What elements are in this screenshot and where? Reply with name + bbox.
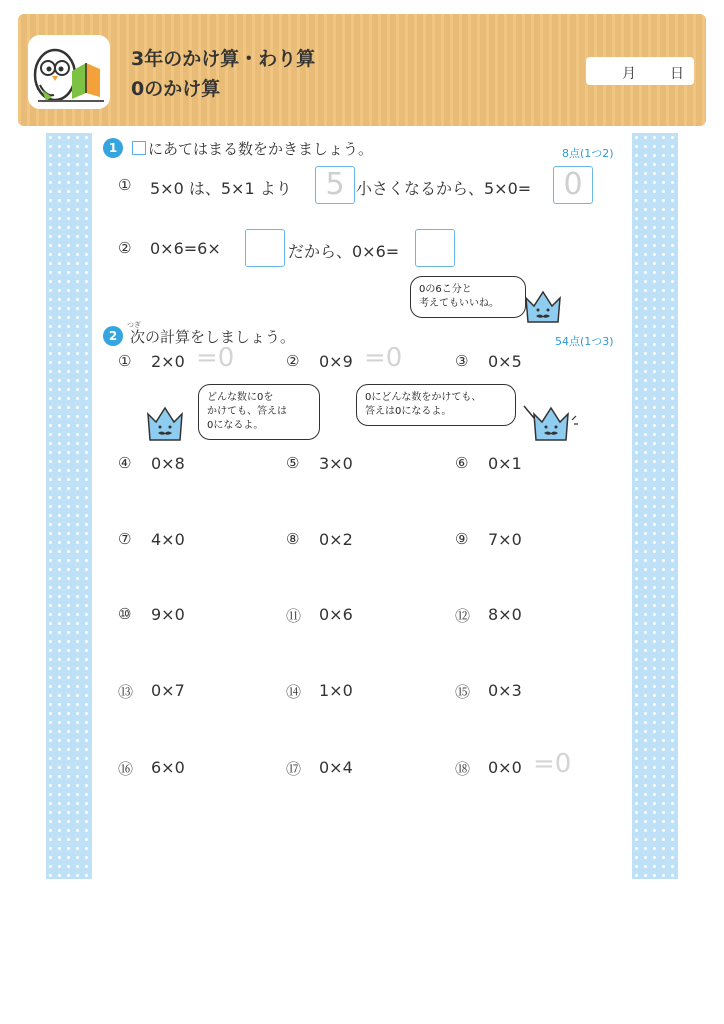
hint-bubble-right: 0にどんな数をかけても、 答えは0になるよ。 xyxy=(356,384,516,426)
problem-expression: 0×2 xyxy=(319,530,353,549)
q2-text-b: だから、0×6= xyxy=(288,242,400,261)
right-dotted-border xyxy=(632,133,678,879)
section1-instruction: にあてはまる数をかきましょう。 xyxy=(132,138,373,159)
problem-expression: 8×0 xyxy=(488,605,522,624)
problem-expression: 3×0 xyxy=(319,454,353,473)
problem-expression: 0×0 xyxy=(488,758,522,777)
problem-number: ① xyxy=(118,352,132,370)
problem-number: ⑥ xyxy=(455,454,469,472)
day-label: 日 xyxy=(670,66,684,82)
q1-number: ① xyxy=(118,176,132,194)
section1-number-badge: 1 xyxy=(103,138,123,158)
problem-number: ⑨ xyxy=(455,530,469,548)
problem-expression: 9×0 xyxy=(151,605,185,624)
problem-expression: 1×0 xyxy=(319,681,353,700)
problem-number: ⑫ xyxy=(455,607,471,625)
problem-expression: 0×8 xyxy=(151,454,185,473)
q1-text-a: 5×0 は、5×1 より xyxy=(150,179,292,198)
section2-instruction: 次の計算をしましょう。 xyxy=(130,328,296,346)
problem-number: ② xyxy=(286,352,300,370)
problem-expression: 0×6 xyxy=(319,605,353,624)
problem-number: ⑮ xyxy=(455,683,471,701)
ruby-tsugi: つぎ xyxy=(127,321,141,329)
date-field xyxy=(586,57,694,85)
hint-bubble: 0の6こ分と 考えてもいいね。 xyxy=(410,276,526,318)
problem-expression: 0×4 xyxy=(319,758,353,777)
q2-text-a: 0×6=6× xyxy=(150,239,221,258)
problem-expression: 0×9 xyxy=(319,352,353,371)
problem-expression: 0×5 xyxy=(488,352,522,371)
problem-answer: =0 xyxy=(364,343,403,373)
section2-number-badge: 2 xyxy=(103,326,123,346)
problem-number: ⑧ xyxy=(286,530,300,548)
month-label: 月 xyxy=(622,66,636,82)
problem-answer: =0 xyxy=(533,749,572,779)
problem-number: ⑰ xyxy=(286,760,302,778)
q1-answer-box-2[interactable]: 0 xyxy=(553,166,593,204)
problem-expression: 4×0 xyxy=(151,530,185,549)
problem-number: ⑱ xyxy=(455,760,471,778)
problem-expression: 0×7 xyxy=(151,681,185,700)
crown-mascot-left-icon xyxy=(140,402,190,444)
problem-answer: =0 xyxy=(196,343,235,373)
worksheet-title-line1: 3年のかけ算・わり算 xyxy=(131,48,316,70)
problem-expression: 7×0 xyxy=(488,530,522,549)
problem-number: ⑪ xyxy=(286,607,302,625)
problem-expression: 0×3 xyxy=(488,681,522,700)
left-dotted-border xyxy=(46,133,92,879)
problem-number: ⑤ xyxy=(286,454,300,472)
q1-text-b: 小さくなるから、5×0= xyxy=(356,179,532,198)
hint-bubble-left: どんな数に0を かけても、答えは 0になるよ。 xyxy=(198,384,320,440)
problem-number: ⑬ xyxy=(118,683,134,701)
problem-number: ⑦ xyxy=(118,530,132,548)
section1-points: 8点(1つ2) xyxy=(562,147,614,160)
q2-answer-box-1[interactable] xyxy=(245,229,285,267)
problem-expression: 6×0 xyxy=(151,758,185,777)
q1-answer-box-1[interactable]: 5 xyxy=(315,166,355,204)
problem-number: ④ xyxy=(118,454,132,472)
problem-number: ⑯ xyxy=(118,760,134,778)
problem-expression: 2×0 xyxy=(151,352,185,371)
q2-answer-box-2[interactable] xyxy=(415,229,455,267)
problem-number: ⑭ xyxy=(286,683,302,701)
crown-mascot-icon xyxy=(518,286,568,326)
problem-expression: 0×1 xyxy=(488,454,522,473)
q2-number: ② xyxy=(118,239,132,257)
section2-points: 54点(1つ3) xyxy=(555,335,614,348)
owl-icon xyxy=(28,35,110,109)
owl-book-logo xyxy=(28,35,110,109)
problem-number: ⑩ xyxy=(118,605,132,623)
problem-number: ③ xyxy=(455,352,469,370)
blank-square-icon xyxy=(132,141,146,155)
worksheet-header xyxy=(18,14,706,126)
crown-mascot-right-icon xyxy=(520,400,580,444)
worksheet-title-line2: 0のかけ算 xyxy=(131,78,221,100)
